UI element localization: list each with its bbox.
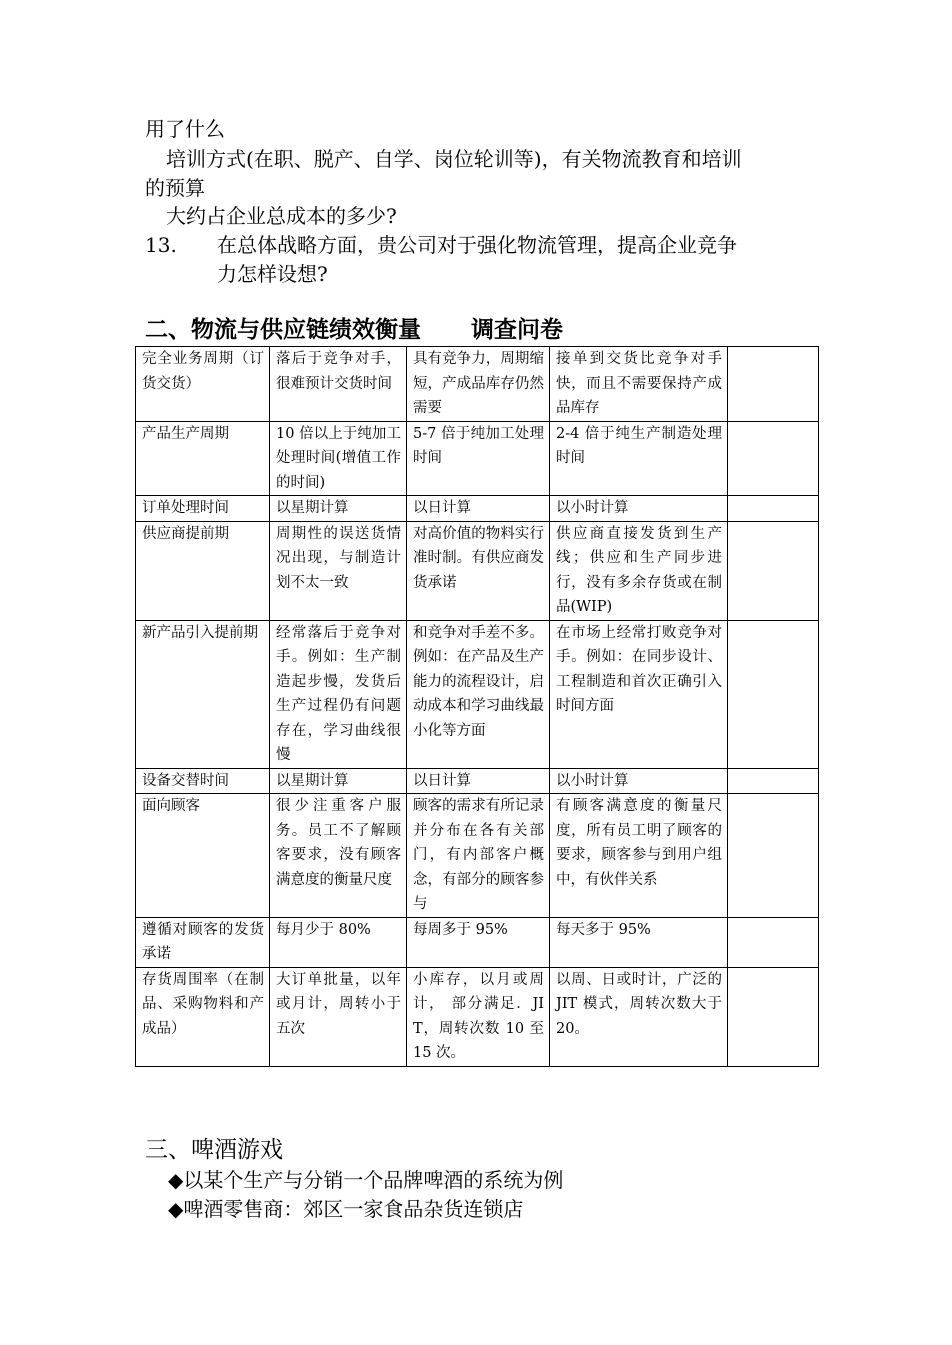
table-cell-level-2: 和竞争对手差不多。例如：在产品及生产能力的流程设计，启动成本和学习曲线最小化等方面 [407,620,550,768]
table-cell-level-2: 顾客的需求有所记录并分布在各有关部门，有内部客户概念，有部分的顾客参与 [407,794,550,918]
table-cell-level-1: 以星期计算 [270,768,407,794]
table-cell-metric: 订单处理时间 [136,496,270,522]
section-3-bullet-1: ◆以某个生产与分销一个品牌啤酒的系统为例 [168,1168,564,1192]
intro-line-3: 的预算 [145,176,205,200]
table-cell-level-2: 小库存，以月或周计， 部分满足．JIT，周转次数 10 至 15 次。 [407,967,550,1066]
table-cell-metric: 供应商提前期 [136,521,270,620]
table-cell-level-3: 在市场上经常打败竞争对手。例如：在同步设计、工程制造和首次正确引入时间方面 [550,620,728,768]
table-cell-level-3: 供应商直接发货到生产线；供应和生产同步进行，没有多余存货或在制品(WIP) [550,521,728,620]
question-13-line-1 [145,232,737,258]
table-cell-level-3: 每天多于 95% [550,917,728,967]
table-row [136,521,819,620]
table-cell-level-3: 以小时计算 [550,768,728,794]
table-cell-level-3: 有顾客满意度的衡量尺度，所有员工明了顾客的要求，顾客参与到用户组中，有伙伴关系 [550,794,728,918]
table-row [136,421,819,496]
table-cell-level-3: 接单到交货比竞争对手快，而且不需要保持产成品库存 [550,347,728,422]
table-cell-level-1: 大订单批量，以年或月计，周转小于五次 [270,967,407,1066]
section-3-title: 三、啤酒游戏 [145,1137,283,1163]
table-cell-level-2: 对高价值的物料实行准时制。有供应商发货承诺 [407,521,550,620]
table-cell-rating [728,794,819,918]
question-13-number: 13. [145,233,177,257]
table-cell-rating [728,347,819,422]
table-cell-rating [728,496,819,522]
question-13-line-2: 力怎样设想? [217,262,328,286]
table-cell-level-1: 很少注重客户服务。员工不了解顾客要求，没有顾客满意度的衡量尺度 [270,794,407,918]
section-2-heading [145,315,563,345]
table-cell-level-2: 每周多于 95% [407,917,550,967]
table-row [136,620,819,768]
table-cell-rating [728,421,819,496]
table-cell-level-3: 2-4 倍于纯生产制造处理时间 [550,421,728,496]
table-cell-level-2: 具有竞争力，周期缩短，产成品库存仍然需要 [407,347,550,422]
section-2-title: 二、物流与供应链绩效衡量 [145,317,421,343]
table-cell-level-3: 以小时计算 [550,496,728,522]
intro-line-2: 培训方式(在职、脱产、自学、岗位轮训等)，有关物流教育和培训 [166,147,742,171]
table-cell-rating [728,768,819,794]
table-cell-rating [728,521,819,620]
table-row [136,496,819,522]
table-cell-level-1: 10 倍以上于纯加工处理时间(增值工作的时间) [270,421,407,496]
table-cell-metric: 遵循对顾客的发货承诺 [136,917,270,967]
table-cell-metric: 新产品引入提前期 [136,620,270,768]
table-row [136,768,819,794]
table-row [136,967,819,1066]
section-3-bullet-2: ◆啤酒零售商：郊区一家食品杂货连锁店 [168,1197,524,1221]
table-cell-metric: 面向顾客 [136,794,270,918]
table-row [136,347,819,422]
table-row [136,794,819,918]
table-cell-metric: 产品生产周期 [136,421,270,496]
table-cell-rating [728,620,819,768]
performance-table [135,346,819,1067]
section-2-subtitle: 调查问卷 [471,317,563,343]
table-cell-rating [728,967,819,1066]
table-cell-level-3: 以周、日或时计，广泛的 JIT 模式，周转次数大于 20。 [550,967,728,1066]
intro-line-1: 用了什么 [145,117,225,141]
table-cell-metric: 设备交替时间 [136,768,270,794]
table-cell-rating [728,917,819,967]
table-cell-level-1: 经常落后于竞争对手。例如：生产制造起步慢，发货后生产过程仍有问题存在，学习曲线很慢 [270,620,407,768]
table-cell-level-1: 以星期计算 [270,496,407,522]
table-cell-level-1: 落后于竞争对手，很难预计交货时间 [270,347,407,422]
table-cell-level-2: 以日计算 [407,768,550,794]
table-row [136,917,819,967]
table-cell-level-1: 每月少于 80% [270,917,407,967]
question-13-text: 在总体战略方面，贵公司对于强化物流管理，提高企业竞争 [217,233,737,257]
intro-line-4: 大约占企业总成本的多少? [166,204,397,228]
table-cell-level-2: 以日计算 [407,496,550,522]
table-cell-metric: 完全业务周期（订货交货） [136,347,270,422]
table-cell-metric: 存货周围率（在制品、采购物料和产成品） [136,967,270,1066]
table-cell-level-2: 5-7 倍于纯加工处理时间 [407,421,550,496]
table-cell-level-1: 周期性的误送货情况出现，与制造计划不太一致 [270,521,407,620]
